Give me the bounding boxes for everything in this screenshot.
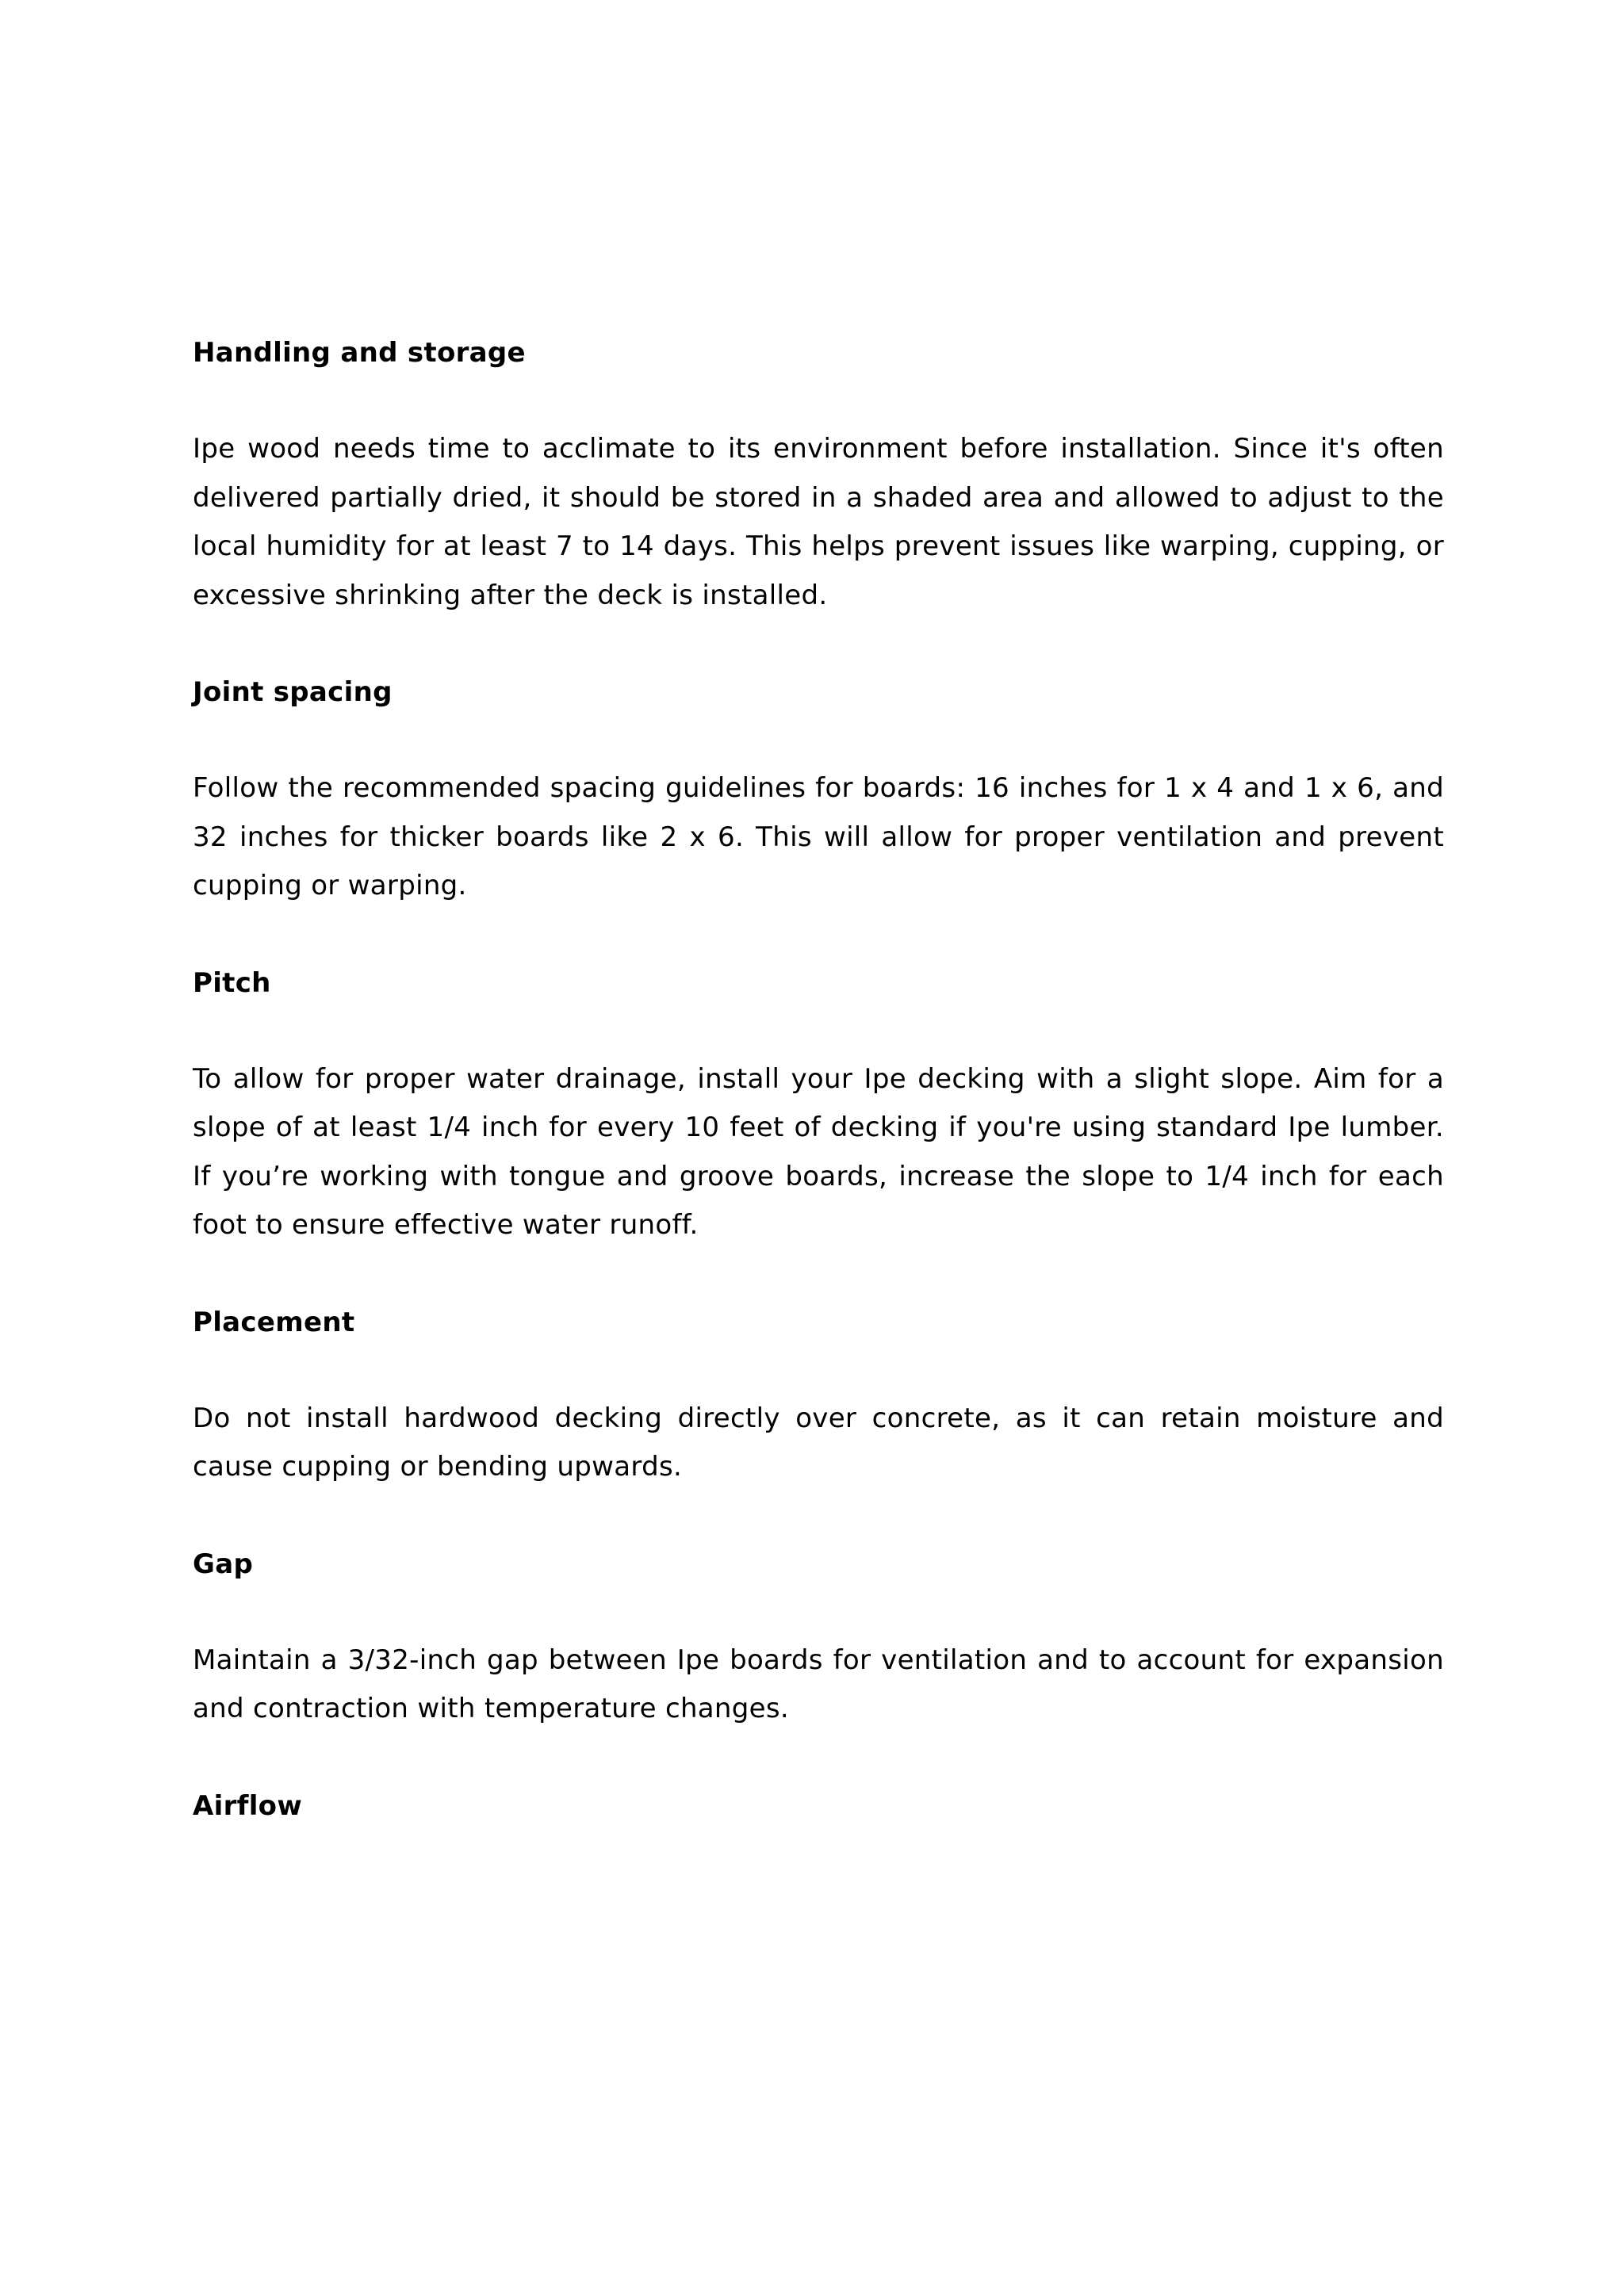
section-paragraph: Maintain a 3/32-inch gap between Ipe boards for ventilation and to account for expansion and contraction with temperature changes. [193, 1644, 1444, 1724]
section-heading: Handling and storage [193, 337, 526, 369]
section-paragraph: Ipe wood needs time to acclimate to its environment before installation. Since it's often delivered partially dried, it should be stored in a shaded area and allowed to adjust to the local humidity for at least 7 to 14 days. This helps prevent issues like warping, cupping, or excessive shrinking after the deck is installed. [193, 433, 1444, 611]
section-placement [193, 1298, 1444, 1492]
section-heading: Pitch [193, 966, 271, 999]
section-paragraph: Follow the recommended spacing guidelines for boards: 16 inches for 1 x 4 and 1 x 6, and 32 inches for thicker boards like 2 x 6. This will allow for proper ventilation and prevent cupping or warping. [193, 772, 1444, 901]
section-paragraph: To allow for proper water drainage, install your Ipe decking with a slight slope. Aim for a slope of at least 1/4 inch for every 10 feet of decking if you're using standard Ipe lumber. If you’re working with tongue and groove boards, increase the slope to 1/4 inch for each foot to ensure effective water runoff. [193, 1062, 1444, 1241]
document-content [193, 328, 1444, 1878]
section-pitch [193, 959, 1444, 1250]
section-paragraph: Do not install hardwood decking directly over concrete, as it can retain moisture and cause cupping or bending upwards. [193, 1402, 1444, 1483]
section-heading: Placement [193, 1306, 355, 1338]
section-heading: Joint spacing [193, 676, 393, 708]
section-gap [193, 1540, 1444, 1734]
section-heading: Airflow [193, 1789, 303, 1822]
section-joint-spacing [193, 668, 1444, 911]
section-heading: Gap [193, 1548, 254, 1580]
section-handling-and-storage [193, 328, 1444, 620]
section-airflow [193, 1781, 1444, 1831]
